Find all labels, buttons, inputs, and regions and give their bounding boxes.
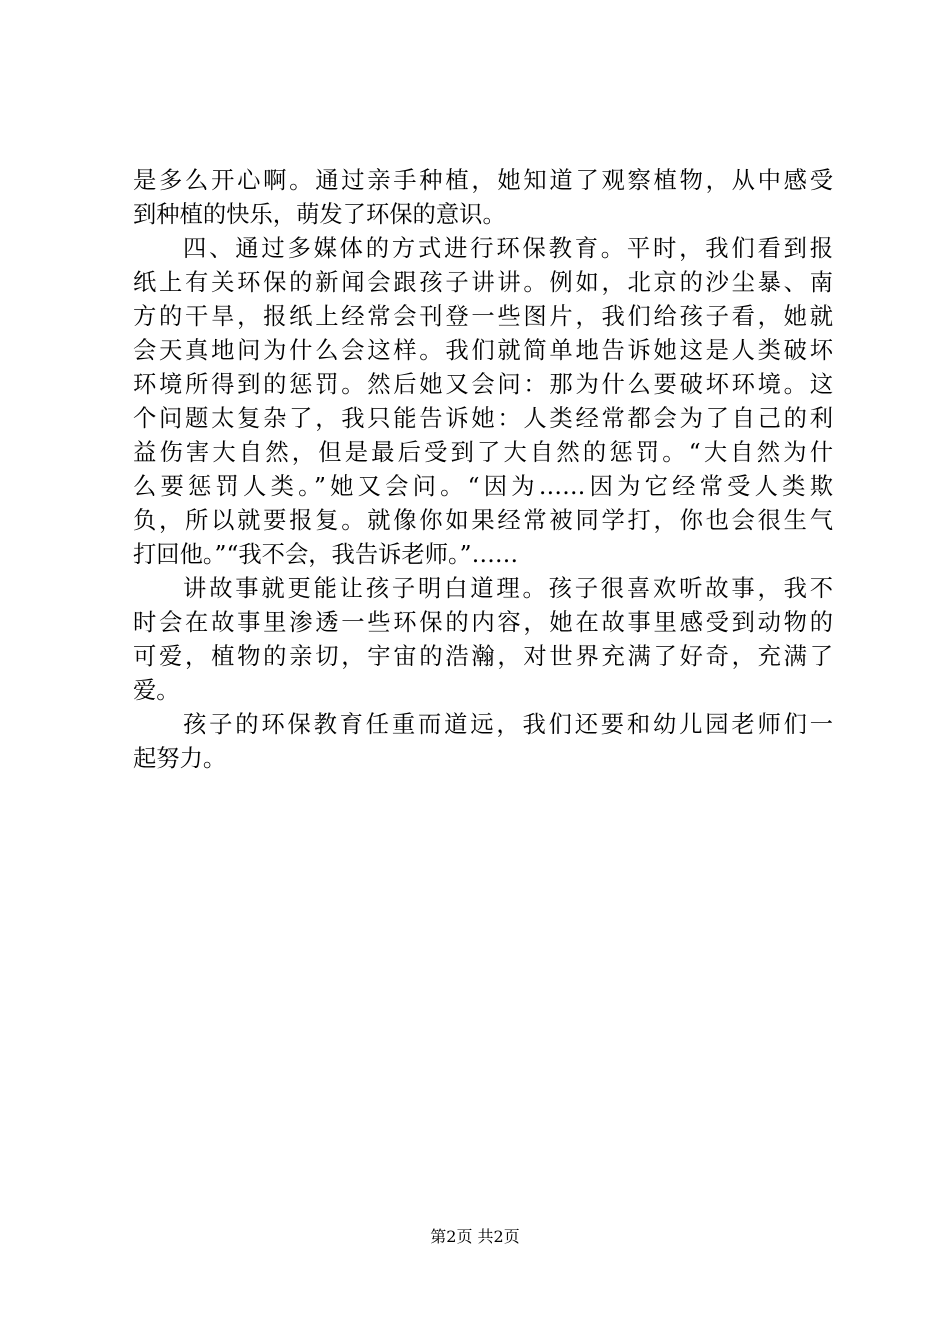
text-line: 纸上有关环保的新闻会跟孩子讲讲。例如，北京的沙尘暴、南 xyxy=(133,269,833,296)
page-footer xyxy=(0,1226,950,1248)
text-line: 起努力。 xyxy=(133,745,227,772)
text-line: 是多么开心啊。通过亲手种植，她知道了观察植物，从中感受 xyxy=(133,167,833,194)
text-line: 会天真地问为什么会这样。我们就简单地告诉她这是人类破坏 xyxy=(133,337,833,364)
text-line: 孩子的环保教育任重而道远，我们还要和幼儿园老师们一 xyxy=(183,711,833,738)
text-line: 可爱，植物的亲切，宇宙的浩瀚，对世界充满了好奇，充满了 xyxy=(133,643,833,670)
document-body xyxy=(133,164,833,776)
page-number: 第2页 共2页 xyxy=(430,1227,520,1246)
text-line: 四、通过多媒体的方式进行环保教育。平时，我们看到报 xyxy=(183,235,833,262)
text-line: 到种植的快乐，萌发了环保的意识。 xyxy=(133,201,506,228)
text-line: 么要惩罚人类。”她又会问。“因为……因为它经常受人类欺 xyxy=(133,473,833,500)
text-line: 负，所以就要报复。就像你如果经常被同学打，你也会很生气 xyxy=(133,507,833,534)
text-line: 益伤害大自然，但是最后受到了大自然的惩罚。“大自然为什 xyxy=(133,439,833,466)
text-line: 方的干旱，报纸上经常会刊登一些图片，我们给孩子看，她就 xyxy=(133,303,833,330)
text-line: 时会在故事里渗透一些环保的内容，她在故事里感受到动物的 xyxy=(133,609,833,636)
text-line: 爱。 xyxy=(133,677,180,704)
text-line: 讲故事就更能让孩子明白道理。孩子很喜欢听故事，我不 xyxy=(183,575,833,602)
text-line: 环境所得到的惩罚。然后她又会问：那为什么要破坏环境。这 xyxy=(133,371,833,398)
text-line: 个问题太复杂了，我只能告诉她：人类经常都会为了自己的利 xyxy=(133,405,833,432)
text-line: 打回他。”“我不会，我告诉老师。”…… xyxy=(133,541,519,568)
